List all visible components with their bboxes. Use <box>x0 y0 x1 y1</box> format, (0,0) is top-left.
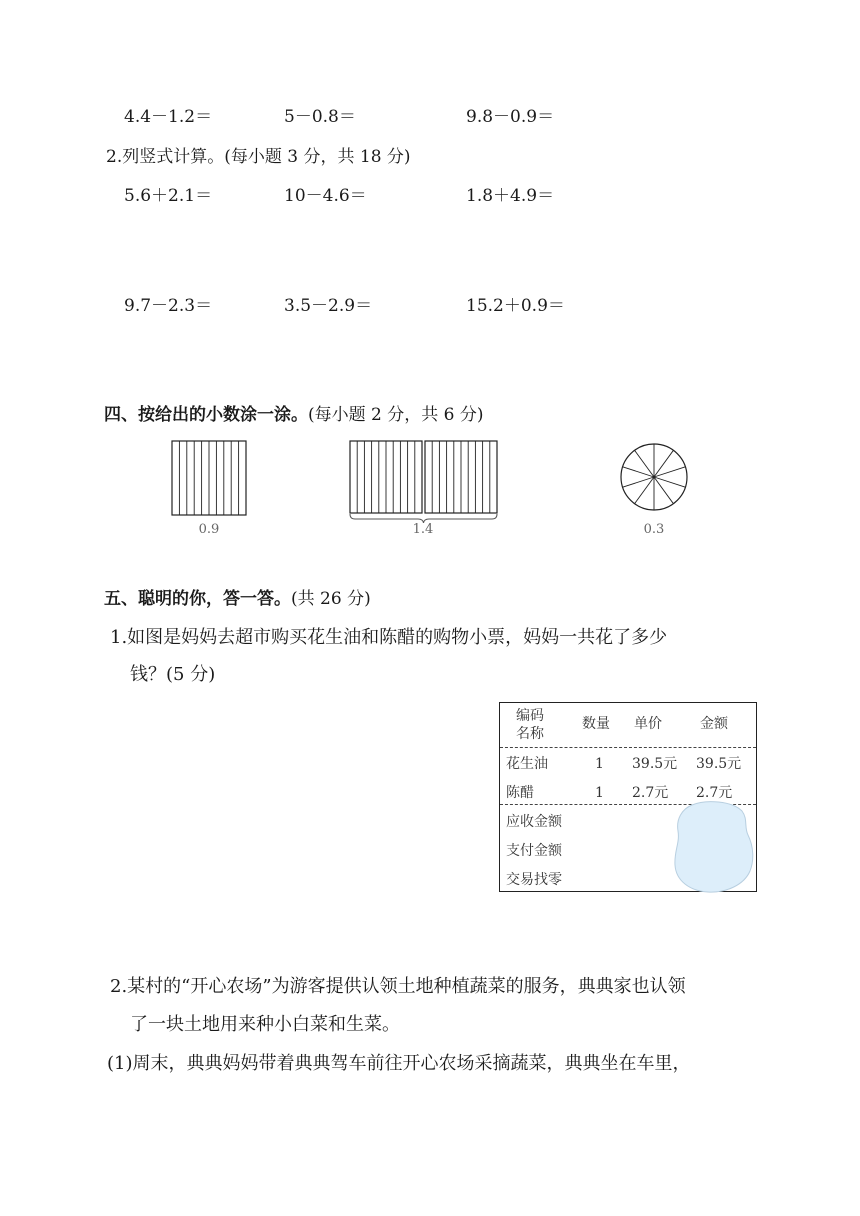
figure-two-squares-1.4[interactable] <box>350 441 497 537</box>
question-2-title-text: 2.列竖式计算。 <box>106 147 225 167</box>
decimal-shading-figures <box>0 430 860 560</box>
receipt-footer-due: 应收金额 <box>506 814 562 830</box>
receipt-item-qty-0: 1 <box>595 756 604 772</box>
sector-line <box>654 467 685 477</box>
receipt-item-qty-1: 1 <box>595 785 604 801</box>
receipt-item-amount-0: 39.5元 <box>696 756 742 772</box>
receipt-item-amount-1: 2.7元 <box>696 785 733 801</box>
expression-3.5-2.9: 3.5－2.9＝ <box>284 296 373 316</box>
figure-circle-0.3[interactable] <box>621 444 687 537</box>
sector-line <box>654 450 673 477</box>
receipt-header-qty: 数量 <box>582 716 610 732</box>
sector-line <box>623 477 654 487</box>
figure-label-0.3: 0.3 <box>643 522 665 537</box>
figure-label-0.9: 0.9 <box>198 522 220 537</box>
ink-stain-covering-amounts <box>672 799 756 895</box>
sector-line <box>654 477 673 504</box>
receipt-footer-change: 交易找零 <box>506 872 562 888</box>
receipt-item-price-0: 39.5元 <box>632 756 678 772</box>
section-4-score: (每小题 2 分，共 6 分) <box>308 405 484 425</box>
receipt-header-code: 编码 <box>516 708 544 724</box>
question-2-score: (每小题 3 分，共 18 分) <box>224 147 411 167</box>
receipt-item-price-1: 2.7元 <box>632 785 669 801</box>
sector-line <box>635 477 654 504</box>
expression-10-4.6: 10－4.6＝ <box>284 186 367 206</box>
expression-9.7-2.3: 9.7－2.3＝ <box>124 296 213 316</box>
receipt-footer-paid: 支付金额 <box>506 843 562 859</box>
question-5-1-line1: 1.如图是妈妈去超市购买花生油和陈醋的购物小票，妈妈一共花了多少 <box>110 627 668 648</box>
expression-4.4-1.2: 4.4－1.2＝ <box>124 107 213 127</box>
figure-label-1.4: 1.4 <box>412 522 434 537</box>
expression-1.8+4.9: 1.8＋4.9＝ <box>466 186 555 206</box>
receipt-header-amount: 金额 <box>700 716 728 732</box>
question-5-2-sub1: (1)周末，典典妈妈带着典典驾车前往开心农场采摘蔬菜，典典坐在车里， <box>107 1053 691 1074</box>
section-4-heading <box>104 404 484 426</box>
receipt-item-name-1: 陈醋 <box>506 785 534 801</box>
shopping-receipt <box>499 702 757 892</box>
figure-square-0.9[interactable] <box>172 441 246 537</box>
sector-line <box>623 467 654 477</box>
expression-9.8-0.9: 9.8－0.9＝ <box>466 107 555 127</box>
receipt-item-name-0: 花生油 <box>506 756 548 772</box>
section-5-heading <box>104 588 371 610</box>
receipt-header-price: 单价 <box>634 716 662 732</box>
expression-5-0.8: 5－0.8＝ <box>284 107 356 127</box>
circle-sector-lines <box>623 444 686 510</box>
expression-15.2+0.9: 15.2＋0.9＝ <box>466 296 565 316</box>
question-5-1-line2: 钱？(5 分) <box>130 664 216 685</box>
sector-line <box>635 450 654 477</box>
receipt-header-name: 名称 <box>516 726 544 742</box>
question-2-title <box>106 146 411 168</box>
receipt-divider-top <box>500 747 756 748</box>
section-5-score: (共 26 分) <box>291 589 371 609</box>
sector-line <box>654 477 685 487</box>
expression-5.6+2.1: 5.6＋2.1＝ <box>124 186 213 206</box>
square-strip-lines <box>179 441 238 515</box>
two-square-strip-lines <box>357 441 490 513</box>
section-5-title: 五、聪明的你，答一答。 <box>104 589 291 609</box>
question-5-2-line2: 了一块土地用来种小白菜和生菜。 <box>130 1014 400 1035</box>
section-4-title: 四、按给出的小数涂一涂。 <box>104 405 308 425</box>
question-5-2-line1: 2.某村的“开心农场”为游客提供认领土地种植蔬菜的服务，典典家也认领 <box>110 976 686 997</box>
